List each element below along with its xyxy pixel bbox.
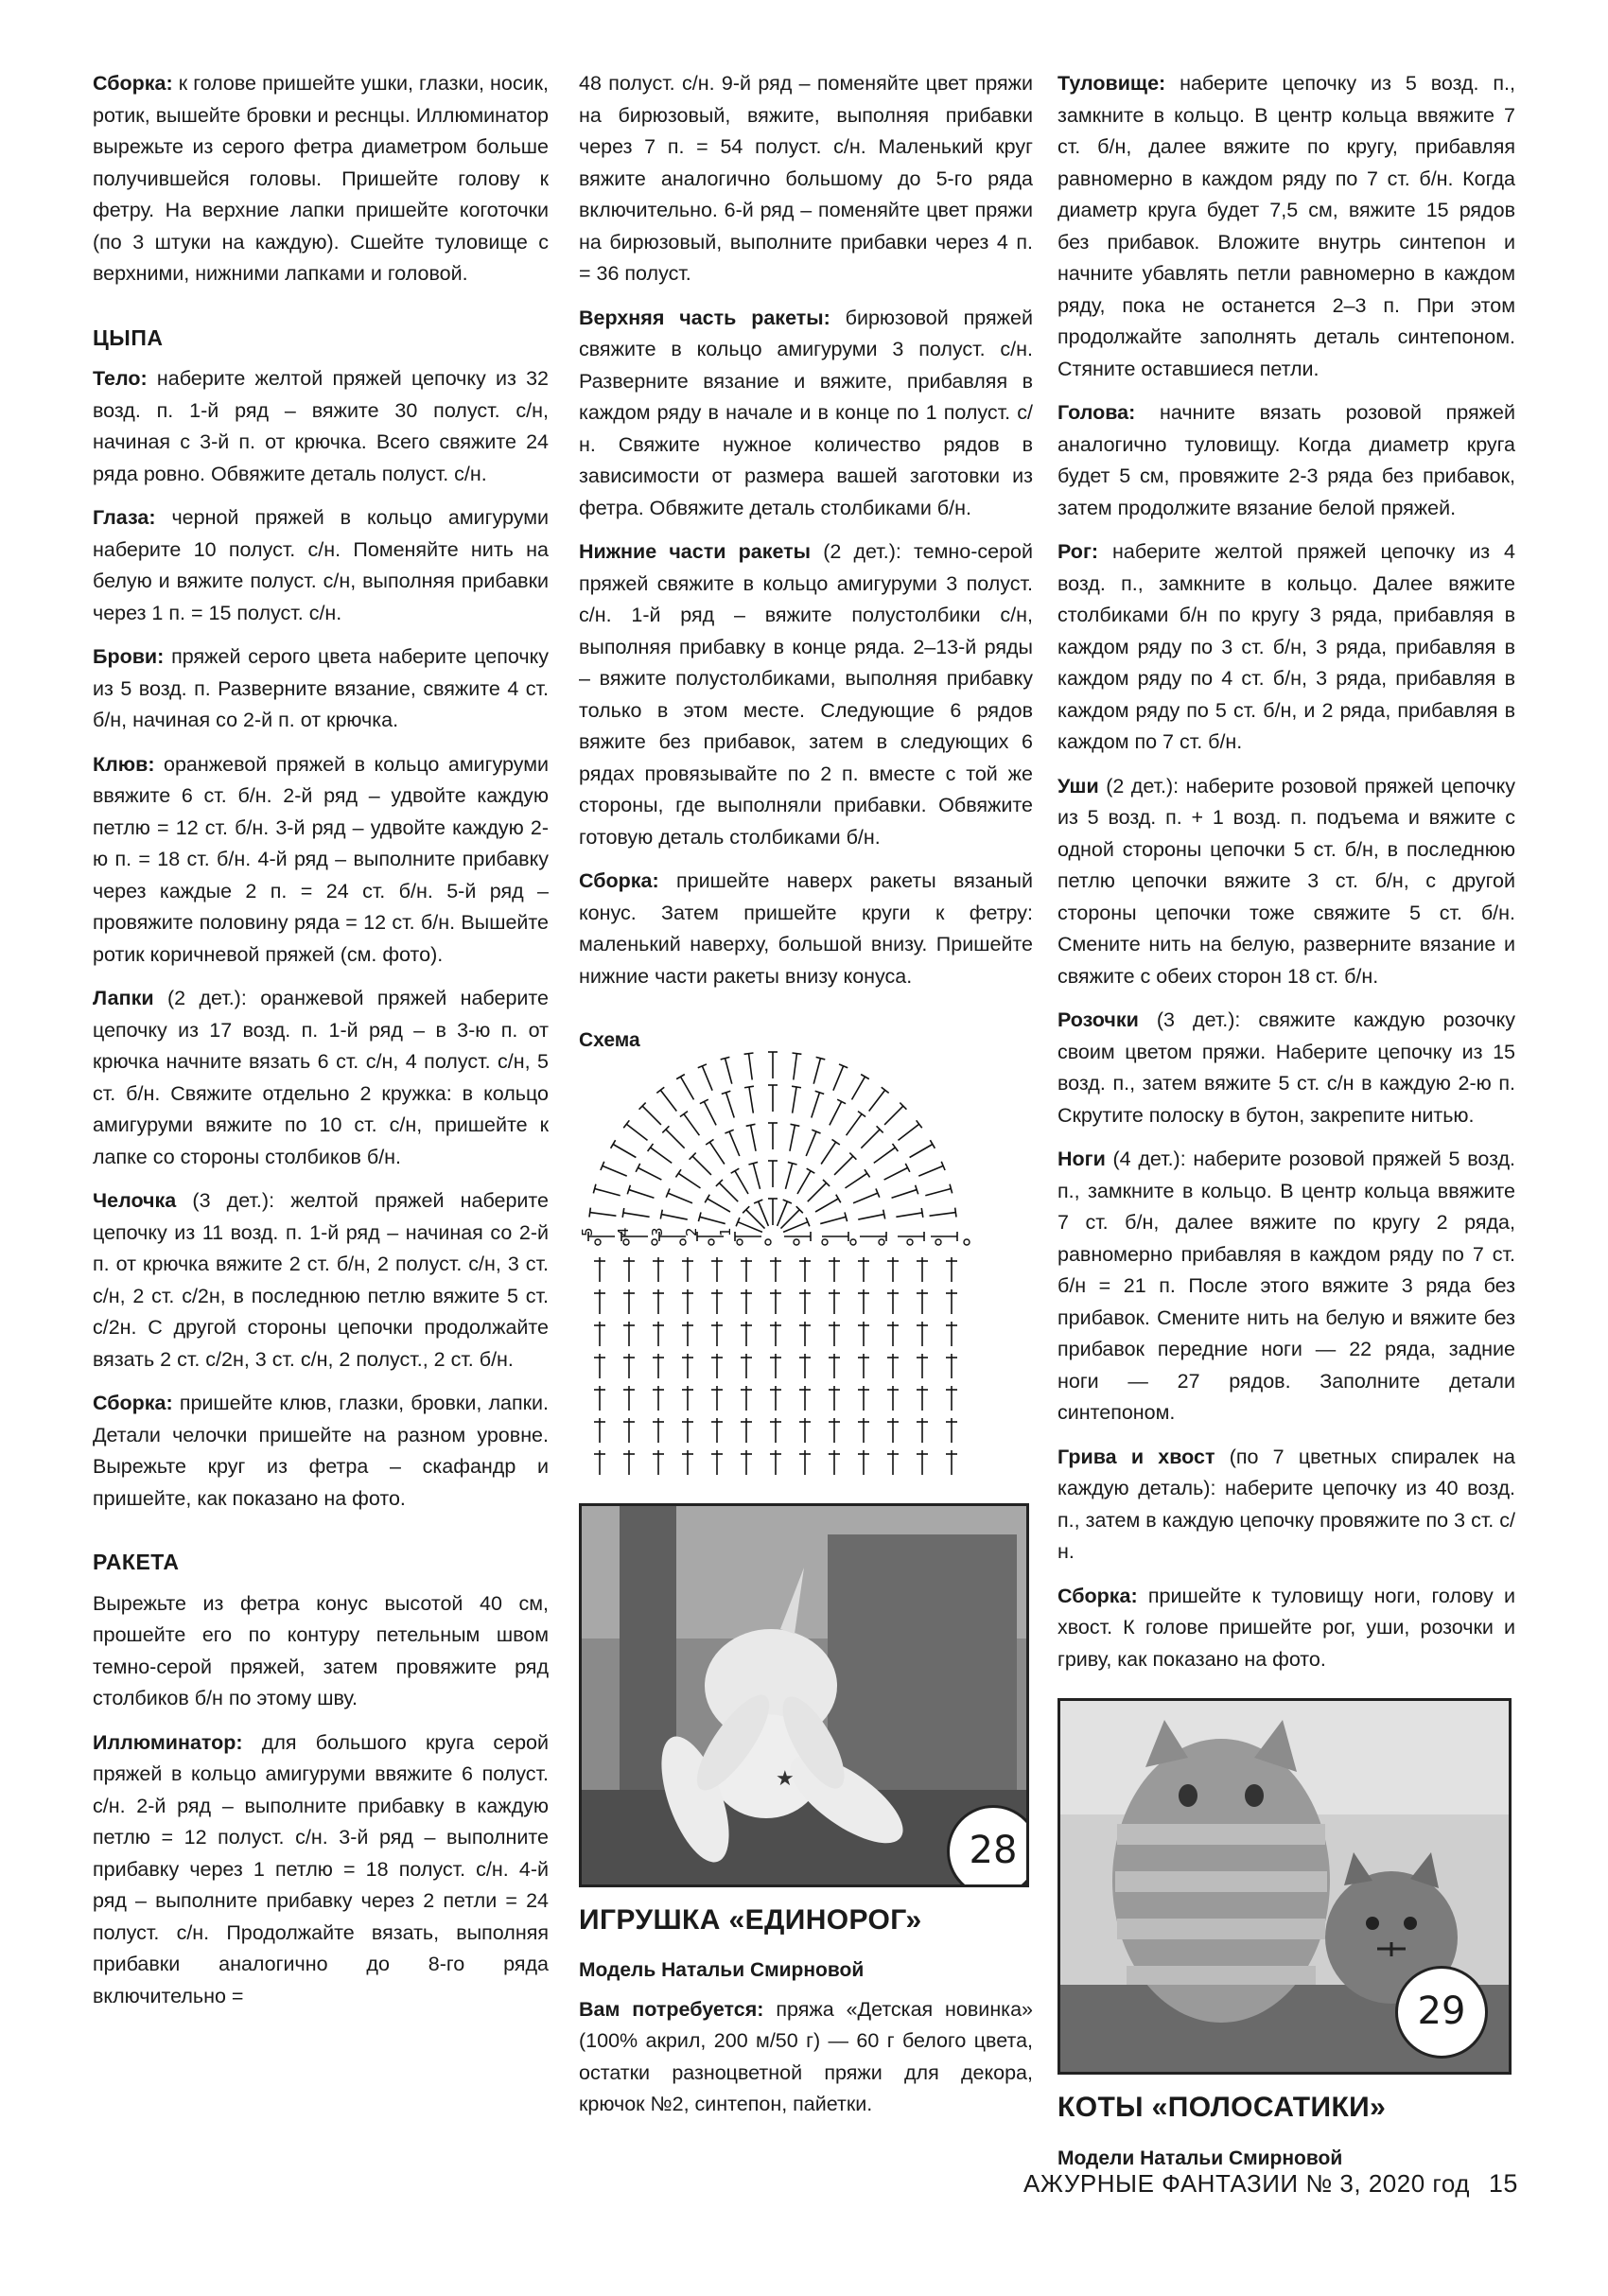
stitch-mark: [861, 1129, 880, 1148]
crochet-schema: [579, 1047, 1033, 1492]
stitch-mark: [793, 1086, 796, 1113]
stitch-mark: [845, 1173, 866, 1188]
stitch-mark: [700, 1217, 725, 1223]
chain-mark: [595, 1239, 601, 1245]
stitch-mark: [731, 1168, 740, 1173]
paragraph-glaza: Глаза: черной пряжей в кольцо амигуруми наберите 10 полуст. с/н. Поменяйте нить на белую и вяжите полуст. с/н, выполняя прибавки через 1 п. = 15 полуст. с/н.: [93, 506, 549, 624]
stitch-mark: [858, 1214, 883, 1218]
stitch-mark: [874, 1147, 896, 1162]
stitch-mark: [623, 1120, 629, 1128]
stitch-mark: [719, 1183, 738, 1201]
schema-label: Схема: [579, 1029, 640, 1051]
stitch-mark: [925, 1188, 951, 1195]
stitch-mark: [792, 1053, 801, 1054]
stitch-mark: [660, 1090, 676, 1111]
stitch-mark: [847, 1113, 862, 1135]
heading-tsypa: ЦЫПА: [93, 324, 164, 350]
chain-mark: [907, 1239, 913, 1245]
stitch-mark: [930, 1212, 956, 1216]
stitch-mark: [661, 1214, 687, 1218]
stitch-mark: [660, 1209, 662, 1218]
stitch-mark: [749, 1086, 753, 1113]
stitch-mark: [668, 1193, 692, 1203]
stitch-mark: [623, 1212, 650, 1216]
stitch-mark: [680, 1111, 688, 1116]
stitch-mark: [684, 1113, 699, 1135]
chain-mark: [964, 1239, 970, 1245]
paragraph-nizh: Нижние части ракеты (2 дет.): темно-серой пряжей свяжите в кольцо амигуруми 3 полуст. с/н. 1-й ряд – вяжите полустолбики с/н, выполняя прибавку в конце ряда. 2–13-й ряды – вяжите полустолбиками, выполняя прибавку только в этом месте. Следующие 6 рядов вяжите без прибавок, затем в следующих 6 рядах провязывайте по 2 п. вместе с той же стороны, где выполняли прибавки. Обвяжите готовую деталь столбиками б/н.: [579, 540, 1033, 849]
paragraph-sborka-raketa: Сборка: пришейте наверх ракеты вязаный конус. Затем пришейте круги к фетру: маленький наверху, большой внизу. Пришейте нижние части ракеты внизу конуса.: [579, 869, 1033, 988]
schema-row-number: 2: [683, 1226, 700, 1236]
chain-mark: [765, 1239, 771, 1245]
stitch-mark: [753, 1163, 760, 1188]
stitch-mark: [638, 1167, 661, 1180]
chain-mark: [822, 1239, 828, 1245]
stitch-mark: [709, 1142, 725, 1164]
unicorn-photo: [579, 1503, 1029, 1887]
toy-title-cats: КОТЫ «ПОЛОСАТИКИ»: [1057, 2092, 1387, 2123]
chain-mark: [794, 1239, 799, 1245]
stitch-mark: [642, 1106, 661, 1125]
paragraph-sborka: Сборка: к голове пришейте ушки, глазки, носик, ротик, вышейте бровки и реснцы. Иллюминатор вырежьте из серого фетра диаметром больше получившейся головы. Пришейте голову к фетру. На верхние лапки пришейте коготочки (по 3 штуки на каждую). Сшейте туловище с верхними, нижними лапками и головой.: [93, 72, 549, 285]
schema-row-number: 3: [649, 1226, 666, 1236]
paragraph-rozochki: Розочки (3 дет.): свяжите каждую розочку своим цветом пряжи. Наберите цепочку из 15 возд. п., затем вяжите 5 ст. с/н в каждую 2-ю п. Скрутите полоску в бутон, закрепите нитью.: [1057, 1008, 1515, 1127]
stitch-mark: [898, 1124, 918, 1140]
stitch-mark: [678, 1173, 700, 1188]
stitch-mark: [836, 1194, 841, 1202]
stitch-mark: [648, 1143, 654, 1150]
stitch-mark: [820, 1217, 846, 1223]
stitch-mark: [613, 1144, 636, 1157]
stitch-mark: [708, 1199, 730, 1212]
stitch-mark: [797, 1170, 811, 1193]
stitch-mark: [813, 1058, 820, 1083]
chain-mark: [850, 1239, 856, 1245]
stitch-mark: [921, 1208, 923, 1218]
paragraph-ushi: Уши (2 дет.): наберите розовой пряжей цепочку из 5 возд. п. + 1 возд. п. подъема и вяжите с одной стороны цепочки 5 ст. б/н, в последнюю петлю цепочки вяжите 3 ст. б/н, с другой стороны цепочки тоже свяжите 5 ст. б/н. Смените нить на белую, разверните вязание и свяжите с обеих сторон 18 ст. б/н.: [1057, 774, 1515, 988]
cats-photo: [1057, 1698, 1512, 2075]
stitch-mark: [738, 1221, 762, 1232]
stitch-mark: [622, 1208, 624, 1218]
stitch-mark: [896, 1212, 922, 1216]
stitch-mark: [917, 1120, 922, 1128]
magazine-name: АЖУРНЫЕ ФАНТАЗИИ № 3, 2020 год: [1023, 2169, 1470, 2198]
paragraph-tulovishche: Туловище: наберите цепочку из 5 возд. п., замкните в кольцо. В центр кольца ввяжите 7 ст. б/н, далее вяжите по кругу, прибавляя равномерно в каждом ряду по 7 ст. б/н. Когда диаметр круга будет 7,5 см, вяжите 15 рядов без прибавок. Вложите внутрь синтепон и начните убавлять петли равномерно в каждом ряду, пока не останется 2–3 п. При этом продолжайте заполнять деталь синтепоном. Стяните оставшиеся петли.: [1057, 72, 1515, 380]
model-author: Модель Натальи Смирновой: [579, 1959, 865, 1981]
stitch-mark: [705, 1194, 709, 1202]
stitch-mark: [794, 1053, 797, 1079]
stitch-mark: [590, 1212, 617, 1216]
paragraph-verkh: Верхняя часть ракеты: бирюзовой пряжей свяжите в кольцо амигуруми 3 полуст. с/н. Разверните вязание и вяжите, прибавляя в каждом ряду в начале и в конце по 1 полуст. с/н. Свяжите нужное количество рядов в зависимости от размера вашей заготовки из фетра. Обвяжите деталь столбиками б/н.: [579, 306, 1033, 519]
stitch-mark: [815, 1199, 838, 1212]
paragraph-continued: 48 полуст. с/н. 9-й ряд – поменяйте цвет пряжи на бирюзовый, вяжите, выполняя прибавки через 7 п. = 54 полуст. с/н. Маленький круг вяжите аналогично большому до 5-го ряда включительно. 6-й ряд – поменяйте цвет пряжи на бирюзовый, выполните прибавки через 4 п. = 36 полуст.: [579, 72, 1033, 285]
stitch-mark: [702, 1065, 712, 1090]
column-3: [1057, 68, 1515, 2182]
chain-mark: [935, 1239, 941, 1245]
stitch-mark: [892, 1189, 918, 1198]
stitch-mark: [681, 1077, 694, 1099]
stitch-mark: [861, 1074, 869, 1078]
stitch-mark: [918, 1166, 943, 1176]
stitch-mark: [808, 1183, 827, 1201]
stitch-mark: [629, 1189, 655, 1198]
stitch-mark: [833, 1065, 844, 1090]
paragraph-klyuv: Клюв: оранжевой пряжей в кольцо амигуруми ввяжите 6 ст. б/н. 2-й ряд – удвойте каждую петлю = 12 ст. б/н. 3-й ряд – удвойте каждую 2-ю п. = 18 ст. б/н. 4-й ряд – выполните прибавку через каждые 2 п. = 24 ст. б/н. 5-й ряд – провяжите половину ряда = 12 ст. б/н. Вышейте ротик коричневой пряжей (см. фото).: [93, 752, 549, 966]
stitch-mark: [884, 1167, 908, 1180]
stitch-mark: [930, 1140, 935, 1148]
paragraph-brovi: Брови: пряжей серого цвета наберите цепочку из 5 возд. п. Разверните вязание, свяжите 4 ст. б/н, начиная со 2-й п. от крючка.: [93, 645, 549, 731]
paragraph-telo: Тело: наберите желтой пряжей цепочку из 32 возд. п. 1-й ряд – вяжите 30 полуст. с/н, начиная с 3-й п. от крючка. Всего свяжите 24 ряда ровно. Обвяжите деталь полуст. с/н.: [93, 367, 549, 485]
stitch-mark: [751, 1125, 756, 1150]
photo-number-badge: 29: [1395, 1966, 1488, 2059]
stitch-mark: [735, 1170, 748, 1193]
schema-row-number: 1: [717, 1226, 734, 1236]
stitch-mark: [834, 1156, 853, 1175]
stitch-mark: [792, 1086, 801, 1088]
column-2: [579, 68, 1033, 2133]
paragraph-raketa-intro: Вырежьте из фетра конус высотой 40 см, прошейте его по контуру петельным швом темно-серой пряжей, затем провяжите ряд столбиков б/н по этому шву.: [93, 1591, 549, 1709]
paragraph-sborka-tsypa: Сборка: пришейте клюв, глазки, бровки, лапки. Детали челочки пришейте на разном уровне. Вырежьте круг из фетра – скафандр и пришейте, как показано на фото.: [93, 1392, 549, 1510]
photo-number-badge: 28: [947, 1805, 1029, 1887]
stitch-mark: [783, 1221, 808, 1232]
stitch-mark: [675, 1169, 681, 1177]
paragraph-lapki: Лапки (2 дет.): оранжевой пряжей наберите цепочку из 17 возд. п. 1-й ряд – в 3-ю п. от крючка начните вязать 6 ст. с/н, 4 полуст. с/н, 5 ст. б/н. Свяжите отдельно 2 кружка: в кольцо амигуруми вяжите по 10 ст. с/н, пришейте к лапке со стороны столбиков б/н.: [93, 987, 549, 1168]
toy-title-unicorn: ИГРУШКА «ЕДИНОРОГ»: [579, 1903, 922, 1936]
stitch-mark: [749, 1053, 753, 1079]
stitch-mark: [651, 1147, 673, 1162]
stitch-mark: [865, 1169, 870, 1177]
stitch-mark: [869, 1090, 885, 1111]
stitch-mark: [729, 1131, 740, 1156]
stitch-mark: [893, 1143, 899, 1150]
stitch-mark: [744, 1086, 754, 1088]
stitch-mark: [744, 1053, 754, 1054]
models-author: Модели Натальи Смирновой: [1057, 2147, 1343, 2169]
stitch-mark: [806, 1131, 816, 1156]
paragraph-sborka-unicorn: Сборка: пришейте к туловищу ноги, голову и хвост. К голове пришейте рог, уши, розочки и гриву, как показано на фото.: [1057, 1584, 1515, 1671]
chain-mark: [652, 1239, 657, 1245]
stitch-mark: [706, 1139, 713, 1145]
chain-mark: [680, 1239, 686, 1245]
stitch-mark: [858, 1111, 865, 1116]
svg-text:★: ★: [776, 1766, 795, 1791]
stitch-mark: [790, 1125, 795, 1150]
stitch-mark: [883, 1209, 885, 1218]
stitch-mark: [955, 1207, 956, 1217]
stitch-mark: [830, 1101, 842, 1125]
paragraph-griva: Грива и хвост (по 7 цветных спиралек на каждую деталь): наберите цепочку из 40 возд. п., затем в каждую цепочку провяжите по 3 ст. с/н.: [1057, 1445, 1515, 1563]
stitch-mark: [884, 1106, 903, 1125]
stitch-mark: [832, 1139, 840, 1145]
stitch-mark: [759, 1201, 769, 1226]
stitch-mark: [656, 1087, 664, 1093]
stitch-mark: [676, 1074, 685, 1078]
paragraph-chelochka: Челочка (3 дет.): желтой пряжей наберите цепочку из 11 возд. п. 1-й ряд – начиная со 2-й п. от крючка вяжите 2 ст. б/н, 2 полуст. с/н, 3 ст. с/н, 2 ст. с/2н, в последнюю петлю вяжите 5 ст. с/2н. С другой стороны цепочки продолжайте вязать 2 ст. с/2н, 3 ст. с/н, 2 полуст., 2 ст. б/н.: [93, 1189, 549, 1371]
column-1: [93, 68, 549, 2024]
stitch-mark: [725, 1058, 732, 1083]
stitch-mark: [812, 1092, 820, 1117]
paragraph-golova: Голова: начните вязать розовой пряжей аналогично туловищу. Когда диаметр круга будет 5 см, провяжите 2-3 ряда без прибавок, затем продолжите вязание белой пряжей.: [1057, 401, 1515, 519]
stitch-mark: [853, 1193, 878, 1203]
stitch-mark: [821, 1142, 836, 1164]
schema-row-number: 5: [579, 1226, 596, 1236]
stitch-mark: [611, 1140, 616, 1148]
paragraph-nogi: Ноги (4 дет.): наберите розовой пряжей 5 возд. п., замкните в кольцо. В центр кольца ввяжите 7 ст. б/н, далее вяжите по кругу 2 ряда, равномерно прибавляя в каждом ряду по 7 ст. б/н = 21 п. После этого вяжите 3 ряда без прибавок. Смените нить на белую и вяжите без прибавок передние ноги — 22 ряда, задние ноги — 27 рядов. Заполните детали синтепоном.: [1057, 1148, 1515, 1424]
heading-raketa: РАКЕТА: [93, 1550, 180, 1574]
stitch-mark: [882, 1087, 889, 1093]
stitch-mark: [746, 1124, 756, 1126]
stitch-mark: [704, 1101, 716, 1125]
stitch-mark: [603, 1166, 627, 1176]
stitch-mark: [807, 1168, 815, 1173]
paragraph-materials: Вам потребуется: пряжа «Детская новинка» (100% акрил, 200 м/50 г) — 60 г белого цвета, остатки разноцветной пряжи для декора, крючок №2, синтепон, пайетки.: [579, 1997, 1033, 2115]
stitch-mark: [692, 1156, 711, 1175]
stitch-mark: [666, 1129, 685, 1148]
stitch-mark: [589, 1207, 590, 1217]
page-footer: [1023, 2169, 1518, 2199]
stitch-mark: [791, 1124, 800, 1126]
chain-mark: [879, 1239, 884, 1245]
chain-mark: [708, 1239, 714, 1245]
stitch-mark: [852, 1077, 865, 1099]
page-number: 15: [1488, 2169, 1518, 2198]
stitch-mark: [778, 1201, 788, 1226]
stitch-mark: [746, 1209, 765, 1228]
stitch-mark: [726, 1092, 735, 1117]
stitch-mark: [780, 1209, 799, 1228]
chain-mark: [623, 1239, 629, 1245]
schema-row-number: 4: [615, 1226, 632, 1236]
stitch-mark: [910, 1144, 933, 1157]
paragraph-illyuminator: Иллюминатор: для большого круга серой пряжей в кольцо амигуруми ввяжите 6 полуст. с/н. 2-й ряд – выполните прибавку в каждую петлю = 12 полуст. с/н. 3-й ряд – выполните прибавку через 1 петлю = 18 полуст. с/н. 4-й ряд – выполните прибавку через 2 петли = 24 полуст. с/н. Продолжайте вязать, выполняя прибавки аналогично до 8-го ряда включительно =: [93, 1730, 549, 2007]
stitch-mark: [785, 1163, 792, 1188]
stitch-mark: [595, 1188, 620, 1195]
stitch-mark: [626, 1124, 647, 1140]
paragraph-rog: Рог: наберите желтой пряжей цепочку из 4 возд. п., замкните в кольцо. Далее вяжите столбиками б/н по кругу 3 ряда, прибавляя в каждом ряду по 3 ст. б/н, 3 ряда, прибавляя в каждом ряду по 4 ст. б/н, 3 ряда, прибавляя в каждом ряду по 5 ст. б/н, и 2 ряда, прибавляя в каждом по 7 ст. б/н.: [1057, 540, 1515, 753]
chain-mark: [737, 1239, 743, 1245]
